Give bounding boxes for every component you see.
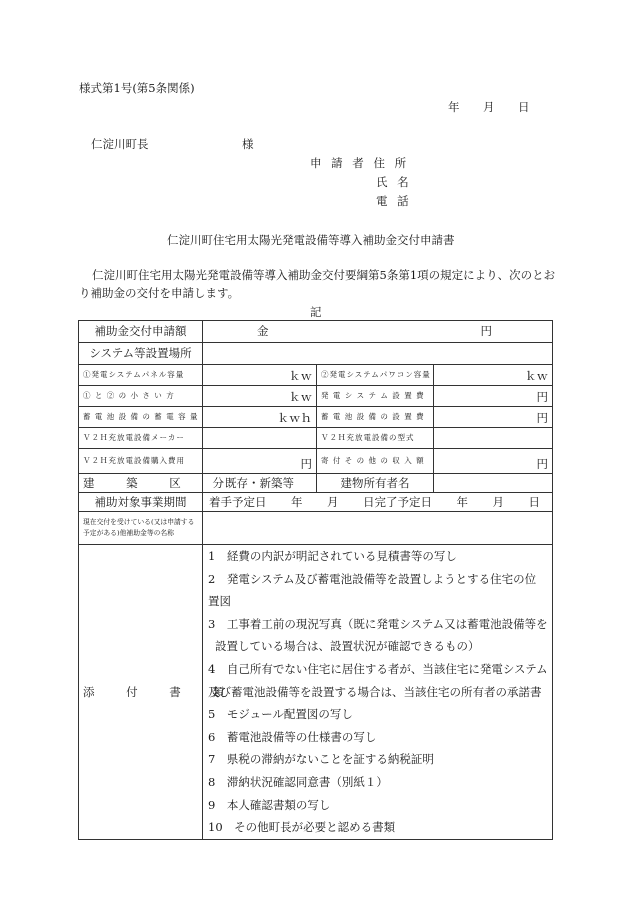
donation-field[interactable]	[434, 449, 553, 474]
amount-prefix: 金	[257, 324, 269, 339]
row-battery	[79, 407, 553, 428]
battery-cost-unit: 円	[536, 410, 548, 425]
start-year: 年	[291, 494, 303, 509]
date-day: 日	[518, 100, 530, 114]
row-v2h-cost	[79, 449, 553, 474]
v2h-model-label: Ｖ２Ｈ充放電設備の型式	[317, 428, 434, 449]
row-smaller	[79, 386, 553, 407]
amount-label: 補助金交付申請額	[79, 321, 203, 343]
panel-capacity-label: ①発電システムパネル容量	[79, 365, 203, 386]
smaller-label: ① と ② の 小 さ い 方	[79, 386, 203, 407]
owner-field[interactable]	[434, 474, 553, 493]
attachment-item: 10 その他町長が必要と認める書類	[208, 820, 396, 835]
attachment-item: 8 滞納状況確認同意書（別紙１）	[208, 774, 388, 789]
battery-capacity-field[interactable]	[203, 407, 317, 428]
body-line-1: 仁淀川町住宅用太陽光発電設備等導入補助金交付要綱第5条第1項の規定により、次のとお	[92, 268, 556, 282]
system-cost-label: 発 電 シ ス テ ム 設 置 費	[317, 386, 434, 407]
attachment-item: 及び蓄電池設備等を設置する場合は、当該住宅の所有者の承諾書	[208, 684, 542, 699]
amount-field[interactable]	[203, 321, 553, 343]
attachment-item: 1 経費の内訳が明記されている見積書等の写し	[208, 549, 457, 563]
end-month: 月	[492, 494, 504, 509]
start-month: 月	[327, 494, 339, 509]
attachment-item: 3 工事着工前の現況写真（既に発電システム又は蓄電池設備等を	[208, 616, 548, 631]
row-location	[79, 343, 553, 365]
location-label: システム等設置場所	[79, 343, 203, 365]
date-year: 年	[448, 100, 460, 114]
smaller-unit: ｋｗ	[289, 389, 312, 404]
row-panel	[79, 365, 553, 386]
smaller-field[interactable]	[203, 386, 317, 407]
other-subsidy-field[interactable]	[203, 512, 553, 545]
power-conditioner-unit: ｋｗ	[525, 368, 548, 383]
end-year: 年	[456, 494, 468, 509]
row-other-subsidy	[79, 512, 553, 545]
location-field[interactable]	[203, 343, 553, 365]
attachment-item: 置図	[208, 594, 231, 609]
addressee-name: 仁淀川町長	[91, 137, 149, 151]
end-day: 日	[528, 494, 540, 509]
body-line-2: り補助金の交付を申請します。	[79, 286, 240, 300]
period-label: 補助対象事業期間	[79, 493, 203, 512]
attachment-item: 7 県税の滞納がないことを証する納税証明	[208, 752, 434, 767]
attachment-item: 6 蓄電池設備等の仕様書の写し	[208, 729, 377, 744]
building-label: 建 築 区 分	[79, 474, 203, 493]
system-cost-unit: 円	[536, 389, 548, 404]
document-title: 仁淀川町住宅用太陽光発電設備等導入補助金交付申請書	[167, 233, 455, 247]
applicant-name-label: 氏 名	[376, 175, 412, 189]
donation-unit: 円	[536, 456, 548, 471]
row-amount	[79, 321, 553, 343]
donation-label: 寄 付 そ の 他 の 収 入 額	[317, 449, 434, 474]
v2h-cost-field[interactable]	[203, 449, 317, 474]
attachment-item: 設置している場合は、設置状況が確認できるもの）	[215, 639, 480, 654]
panel-capacity-unit: ｋｗ	[289, 368, 312, 383]
building-value[interactable]: 既存・新築等	[203, 474, 317, 493]
attachment-item: 5 モジュール配置図の写し	[208, 707, 353, 722]
battery-capacity-label: 蓄 電 池 設 備 の 蓄 電 容 量	[79, 407, 203, 428]
row-building	[79, 474, 553, 493]
end-label: 日完了予定日	[363, 494, 432, 509]
attachments-label: 添 付 書 類	[79, 545, 203, 840]
application-table	[78, 320, 553, 840]
v2h-cost-label: Ｖ２Ｈ充放電設備購入費用	[79, 449, 203, 474]
v2h-maker-field[interactable]	[203, 428, 317, 449]
other-subsidy-label: 現在交付を受けている(又は申請する予定がある)他補助金等の名称	[79, 512, 203, 545]
addressee-honorific: 様	[242, 137, 254, 151]
v2h-maker-label: Ｖ２Ｈ充放電設備メーカー	[79, 428, 203, 449]
applicant-phone-label: 電 話	[376, 194, 412, 208]
battery-cost-field[interactable]	[434, 407, 553, 428]
v2h-model-field[interactable]	[434, 428, 553, 449]
date-month: 月	[483, 100, 495, 114]
start-label: 着手予定日	[209, 494, 267, 509]
row-attachments	[79, 545, 553, 840]
row-period	[79, 493, 553, 512]
row-v2h-maker	[79, 428, 553, 449]
power-conditioner-field[interactable]	[434, 365, 553, 386]
battery-cost-label: 蓄 電 池 設 備 の 設 置 費	[317, 407, 434, 428]
amount-yen: 円	[480, 324, 492, 339]
attachment-item: 2 発電システム及び蓄電池設備等を設置しようとする住宅の位	[208, 571, 537, 586]
period-field[interactable]	[203, 493, 553, 512]
form-number: 様式第1号(第5条関係)	[79, 81, 195, 95]
panel-capacity-field[interactable]	[203, 365, 317, 386]
system-cost-field[interactable]	[434, 386, 553, 407]
applicant-address-label: 申 請 者 住 所	[310, 156, 410, 170]
attachments-list	[203, 545, 553, 840]
attachment-item: 9 本人確認書類の写し	[208, 797, 331, 812]
attachment-item: 4 自己所有でない住宅に居住する者が、当該住宅に発電システム	[208, 661, 548, 676]
battery-capacity-unit: ｋｗｈ	[277, 410, 312, 425]
ki-mark: 記	[310, 305, 322, 319]
power-conditioner-label: ②発電システムパワコン容量	[317, 365, 434, 386]
owner-label: 建物所有者名	[317, 474, 434, 493]
v2h-cost-unit: 円	[300, 456, 312, 471]
